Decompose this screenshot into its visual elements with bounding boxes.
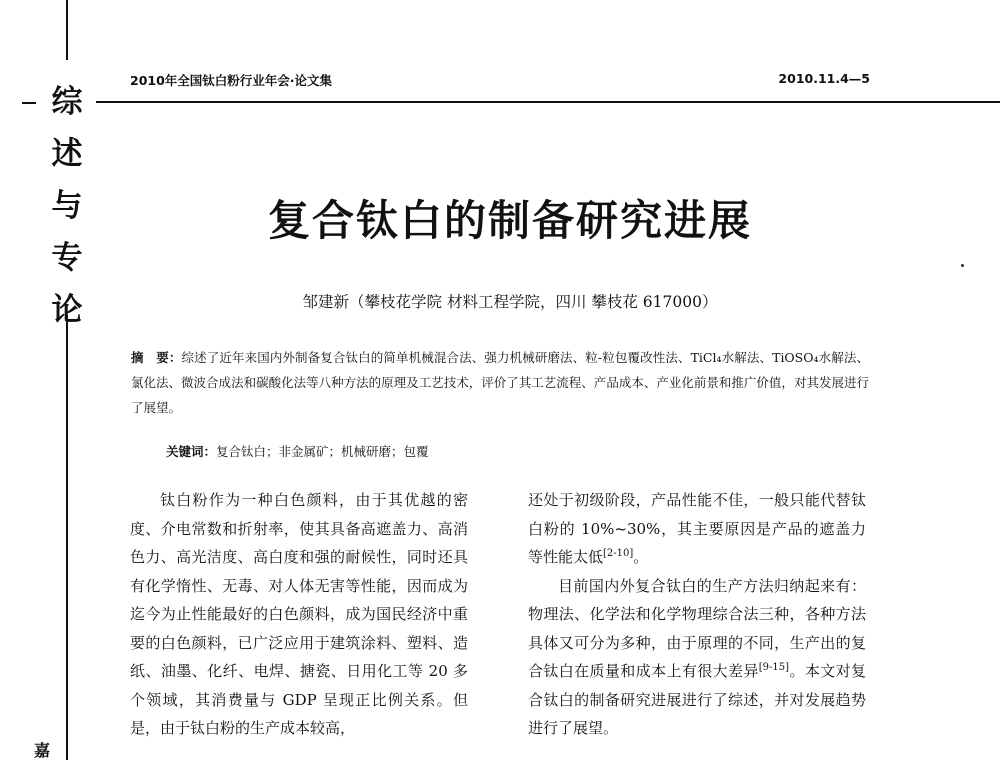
- sidebar-footer-char: 嘉: [34, 741, 51, 760]
- paragraph-text: 。本文对复合钛白的制备研究进展进行了综述，并对发展趋势进行了展望。: [528, 662, 866, 737]
- section-label-char: 述: [51, 136, 83, 172]
- section-label-char: 专: [51, 240, 83, 276]
- header-date: 2010.11.4—5: [778, 71, 870, 86]
- keywords-label: 关键词：: [166, 444, 217, 459]
- section-label-char: 综: [51, 84, 83, 120]
- body-paragraph: 钛白粉作为一种白色颜料，由于其优越的密度、介电常数和折射率，使其具备高遮盖力、高消色力、高光洁度、高白度和强的耐候性，同时还具有化学惰性、无毒、对人体无害等性能，因而成为迄今为止性能最好的白色颜料，成为国民经济中重要的白色颜料，已广泛应用于建筑涂料、塑料、造纸、油墨、化纤、电焊、搪瓷、日用化工等 20 多个领域，其消费量与 GDP 呈现正比例关系。但是，由于钛白粉的生产成本较高，: [130, 491, 468, 737]
- keywords-text: 复合钛白；非金属矿；机械研磨；包覆: [216, 444, 429, 459]
- abstract-label: 摘 要：: [131, 350, 182, 365]
- header-rule: [96, 101, 1000, 103]
- paper-title: 复合钛白的制备研究进展: [267, 196, 752, 245]
- body-paragraph: [528, 572, 866, 743]
- citation: [2-10]: [603, 548, 634, 559]
- body-column-right: [528, 486, 866, 743]
- paragraph-text: 还处于初级阶段，产品性能不佳，一般只能代替钛白粉的 10%~30%，其主要原因是产品的遮盖力等性能太低: [528, 491, 866, 566]
- author-line: 邹建新（攀枝花学院 材料工程学院，四川 攀枝花 617000）: [302, 293, 718, 311]
- margin-tick: [22, 102, 36, 104]
- body-paragraph: [528, 486, 866, 572]
- body-column-left: [130, 486, 468, 743]
- citation: [9-15]: [758, 662, 790, 673]
- keywords: [166, 439, 866, 464]
- abstract-text: 综述了近年来国内外制备复合钛白的简单机械混合法、强力机械研磨法、粒-粒包覆改性法、TiCl₄水解法、TiOSO₄水解法、氯化法、微波合成法和碳酸化法等八种方法的原理及工艺技术，评价了其工艺流程、产品成本、产业化前景和推广价值，对其发展进行了展望。: [131, 350, 869, 415]
- scan-speck: [961, 264, 964, 267]
- section-label: [44, 76, 90, 336]
- section-label-char: 与: [51, 188, 83, 224]
- section-label-char: 论: [51, 292, 83, 328]
- abstract: [131, 345, 869, 420]
- margin-line-top: [66, 0, 68, 60]
- paragraph-text: 目前国内外复合钛白的生产方法归纳起来有：物理法、化学法和化学物理综合法三种，各种方法具体又可分为多种，由于原理的不同，生产出的复合钛白在质量和成本上有很大差异: [528, 576, 866, 680]
- header-conference: 2010年全国钛白粉行业年会·论文集: [130, 73, 333, 88]
- paragraph-text: 。: [633, 548, 649, 566]
- margin-line-bottom: [66, 315, 68, 760]
